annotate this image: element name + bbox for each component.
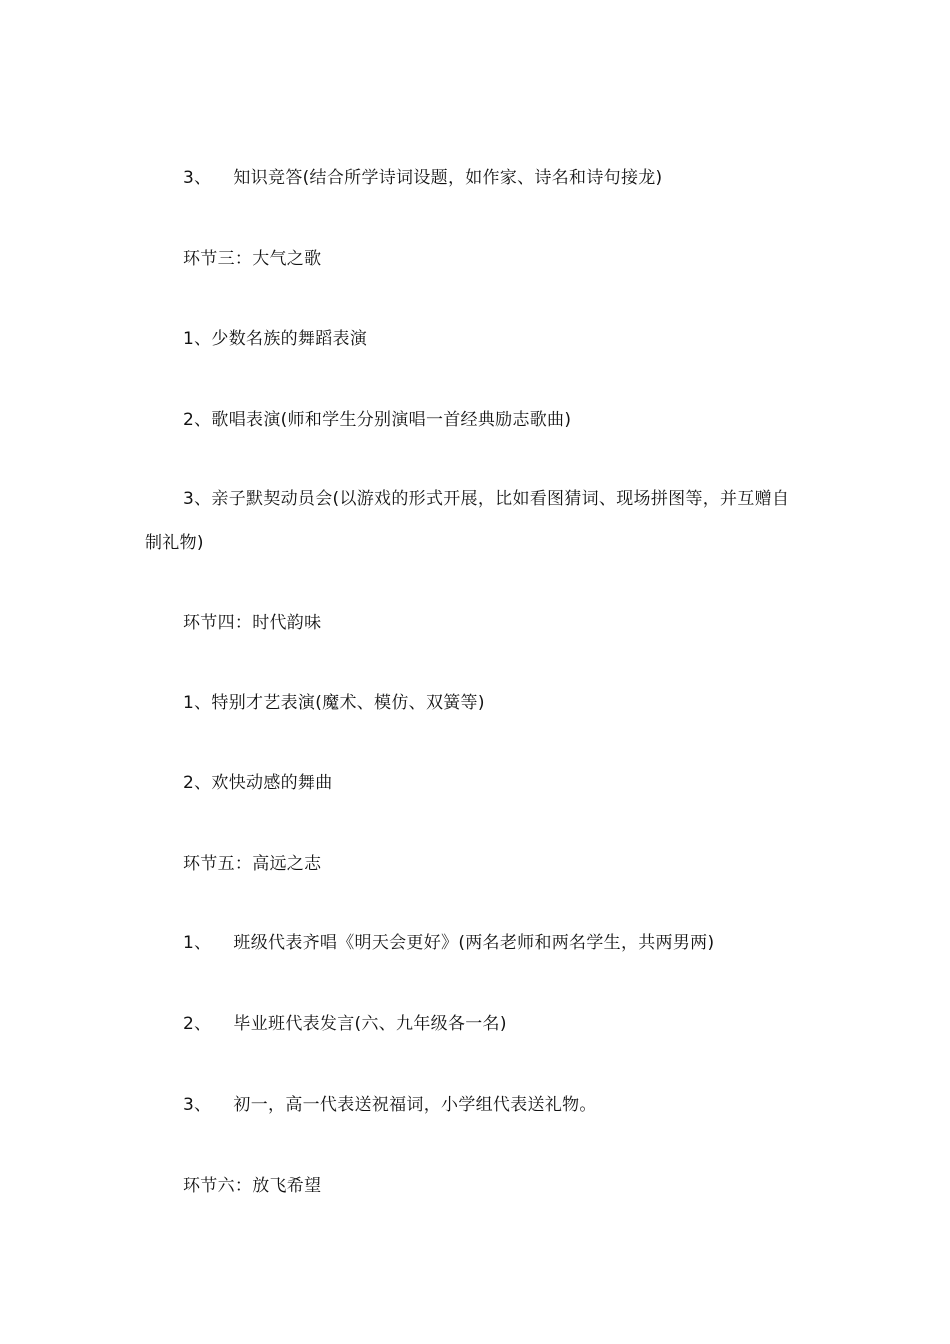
section-heading: 环节三：大气之歌: [183, 249, 322, 269]
list-item: 1、特别才艺表演(魔术、模仿、双簧等): [183, 693, 485, 713]
list-item: [183, 1012, 507, 1036]
list-item: [183, 1093, 597, 1117]
section-heading: 环节四：时代韵味: [183, 613, 322, 633]
item-text: 3、亲子默契动员会(以游戏的形式开展，比如看图猜词、现场拼图等，并互赠自制礼物): [145, 489, 790, 553]
list-item-wrapped: [145, 477, 805, 565]
list-item: [183, 931, 714, 955]
list-item: 2、歌唱表演(师和学生分别演唱一首经典励志歌曲): [183, 410, 572, 430]
item-text: 初一，高一代表送祝福词，小学组代表送礼物。: [233, 1095, 597, 1115]
item-text: 毕业班代表发言(六、九年级各一名): [233, 1014, 507, 1034]
item-text: 知识竞答(结合所学诗词设题，如作家、诗名和诗句接龙): [233, 168, 663, 188]
item-number: 3、: [183, 1095, 212, 1115]
list-item: 2、欢快动感的舞曲: [183, 773, 333, 793]
list-item: 1、少数名族的舞蹈表演: [183, 329, 368, 349]
item-number: 2、: [183, 1014, 212, 1034]
item-number: 3、: [183, 168, 212, 188]
list-item: [183, 166, 663, 190]
item-number: 1、: [183, 933, 212, 953]
item-text: 班级代表齐唱《明天会更好》(两名老师和两名学生，共两男两): [233, 933, 715, 953]
section-heading: 环节五：高远之志: [183, 854, 322, 874]
section-heading: 环节六：放飞希望: [183, 1176, 322, 1196]
